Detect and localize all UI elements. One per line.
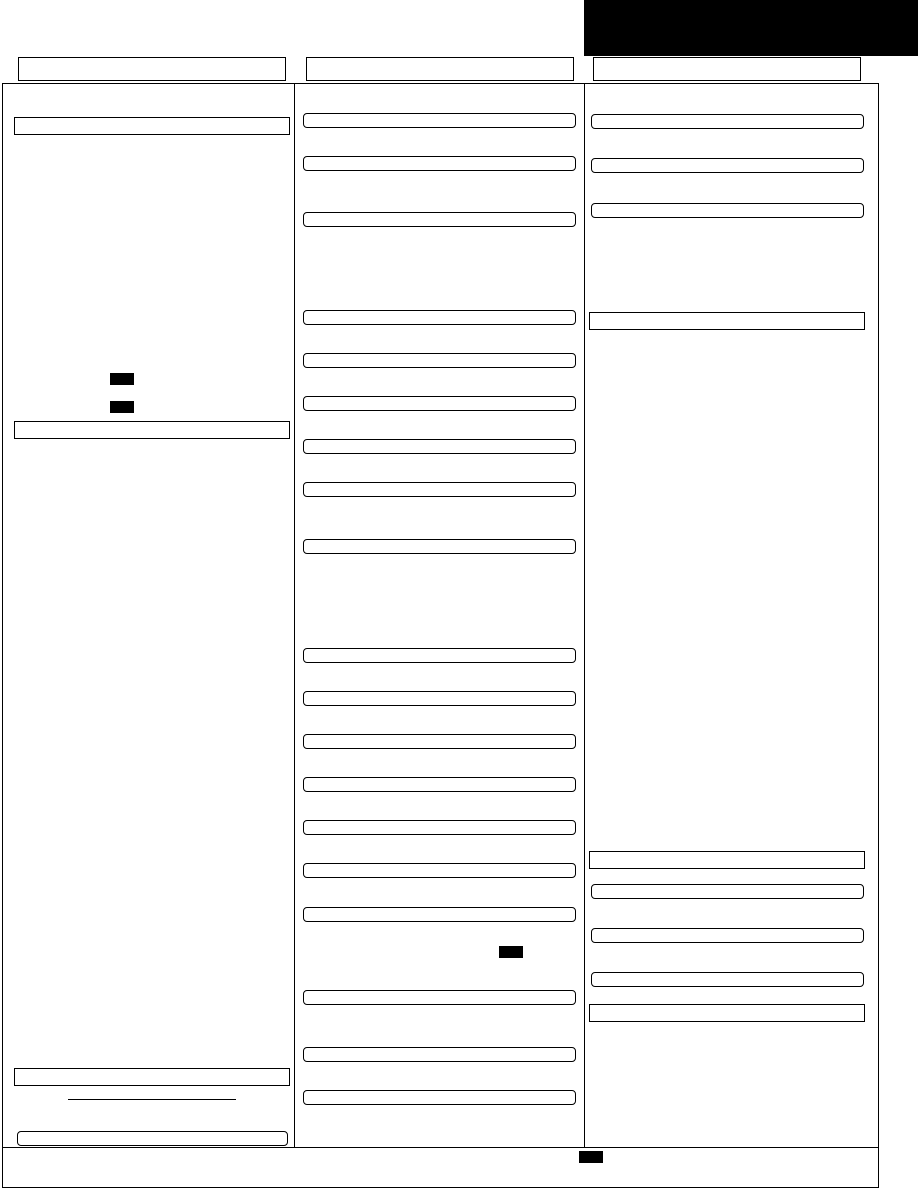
right-field-1[interactable] [591, 114, 864, 129]
middle-field-9[interactable] [303, 539, 576, 554]
middle-field-4[interactable] [303, 310, 576, 325]
right-field-3[interactable] [591, 203, 864, 218]
middle-field-2[interactable] [303, 156, 576, 171]
right-section-bar-2 [589, 851, 865, 869]
right-field-5[interactable] [591, 928, 864, 943]
middle-field-10[interactable] [303, 648, 576, 663]
right-field-2[interactable] [591, 158, 864, 173]
left-section-bar-3 [14, 1068, 290, 1086]
middle-field-12[interactable] [303, 734, 576, 749]
middle-field-13[interactable] [303, 777, 576, 792]
column-divider-1 [294, 83, 295, 1148]
middle-field-5[interactable] [303, 353, 576, 368]
signature-line [68, 1099, 236, 1100]
middle-field-17[interactable] [303, 990, 576, 1005]
middle-field-3[interactable] [303, 212, 576, 227]
footer-divider [2, 1147, 879, 1148]
left-tag-1 [110, 373, 134, 385]
middle-field-16[interactable] [303, 907, 576, 922]
column-header-left [18, 57, 286, 81]
middle-field-6[interactable] [303, 396, 576, 411]
middle-field-15[interactable] [303, 863, 576, 878]
left-section-bar-1 [14, 117, 290, 135]
middle-field-18[interactable] [303, 1047, 576, 1062]
left-section-bar-2 [14, 421, 290, 439]
title-block [584, 0, 918, 56]
middle-field-14[interactable] [303, 820, 576, 835]
right-section-bar-3 [589, 1004, 865, 1022]
middle-tag-1 [499, 946, 523, 958]
right-field-4[interactable] [591, 884, 864, 899]
column-header-right [593, 57, 861, 81]
left-bottom-field[interactable] [17, 1131, 288, 1146]
middle-field-8[interactable] [303, 482, 576, 497]
middle-field-1[interactable] [303, 113, 576, 128]
right-field-6[interactable] [591, 972, 864, 987]
middle-field-11[interactable] [303, 691, 576, 706]
right-section-bar-1 [589, 312, 865, 330]
column-divider-2 [584, 83, 585, 1148]
form-frame [2, 83, 879, 1188]
middle-field-19[interactable] [303, 1090, 576, 1105]
column-header-middle [306, 57, 574, 81]
middle-field-7[interactable] [303, 439, 576, 454]
left-tag-2 [110, 401, 134, 413]
footer-tag [579, 1151, 603, 1163]
footer-text [10, 1150, 570, 1184]
